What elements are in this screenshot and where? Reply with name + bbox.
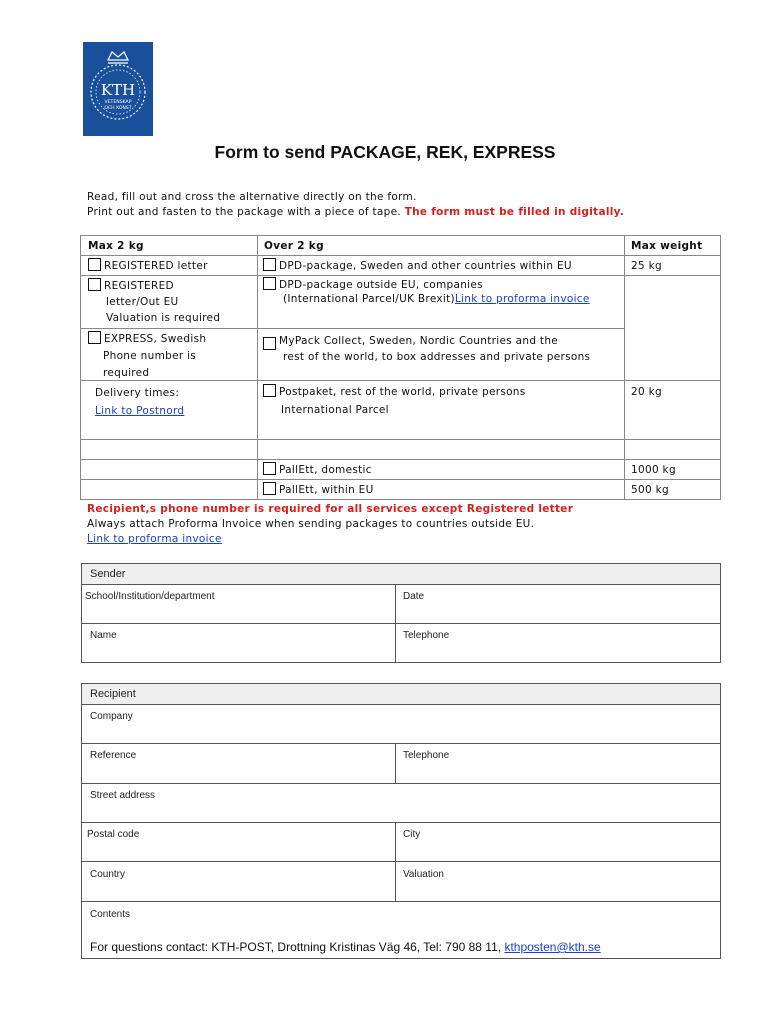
checkbox-pallett-eu[interactable] (263, 482, 276, 495)
option-pallett-domestic[interactable] (263, 462, 372, 478)
pallett-domestic-label: PallEtt, domestic (279, 464, 372, 476)
school-field[interactable]: School/Institution/department (85, 591, 215, 602)
intro-line2 (87, 205, 624, 220)
checkbox-dpd-outside-eu[interactable] (263, 277, 276, 290)
header-max-weight: Max weight (631, 240, 703, 252)
dpd-outside-eu-line1: DPD-package outside EU, companies (279, 279, 483, 291)
option-registered-letter-label: REGISTERED letter (104, 260, 208, 272)
proforma-note: Always attach Proforma Invoice when sending packages to countries outside EU. (87, 518, 535, 530)
registered-out-eu-line1: REGISTERED (104, 280, 174, 292)
page-title: Form to send PACKAGE, REK, EXPRESS (214, 142, 556, 162)
recipient-heading: Recipient (90, 688, 136, 700)
checkbox-express[interactable] (88, 331, 101, 344)
option-postpaket[interactable] (263, 384, 526, 418)
express-line3: required (103, 367, 150, 379)
header-max-2kg: Max 2 kg (88, 240, 144, 252)
sender-name-field[interactable]: Name (90, 630, 117, 641)
logo-text: KTH (100, 81, 136, 99)
checkbox-pallett-domestic[interactable] (263, 462, 276, 475)
postpaket-line1: Postpaket, rest of the world, private persons (279, 386, 526, 398)
weight-pallett-eu: 500 kg (631, 484, 669, 496)
valuation-field[interactable]: Valuation (403, 869, 444, 880)
footer-contact-text: For questions contact: KTH-POST, Drottning Kristinas Väg 46, Tel: 790 88 11, (90, 940, 505, 954)
sender-heading: Sender (90, 568, 126, 580)
postal-code-field[interactable]: Postal code (87, 829, 140, 840)
option-registered-letter[interactable] (88, 258, 208, 274)
registered-out-eu-line3: Valuation is required (106, 312, 221, 324)
delivery-times-label: Delivery times: (95, 387, 180, 399)
option-dpd-outside-eu[interactable] (263, 277, 590, 306)
intro-line2-prefix: Print out and fasten to the package with a piece of tape. (87, 206, 405, 218)
pallett-eu-label: PallEtt, within EU (279, 484, 374, 496)
mypack-line1: MyPack Collect, Sweden, Nordic Countries and the (279, 335, 559, 347)
checkbox-mypack[interactable] (263, 337, 276, 350)
option-pallett-eu[interactable] (263, 482, 374, 498)
kth-logo (83, 42, 153, 136)
dpd-sweden-label: DPD-package, Sweden and other countries within EU (279, 260, 572, 272)
company-field[interactable]: Company (90, 711, 133, 722)
notes (87, 502, 573, 547)
weight-dpd: 25 kg (631, 260, 662, 272)
dpd-outside-eu-line2: (International Parcel/UK Brexit) (283, 293, 455, 305)
option-dpd-sweden[interactable] (263, 258, 572, 274)
street-address-field[interactable]: Street address (90, 790, 156, 801)
intro-text (87, 190, 624, 220)
checkbox-registered-out-eu[interactable] (88, 278, 101, 291)
contents-field[interactable]: Contents (90, 909, 131, 920)
service-table (80, 235, 721, 500)
logo-sub2: OCH KONST (104, 106, 132, 111)
city-field[interactable]: City (403, 829, 421, 840)
registered-out-eu-line2: letter/Out EU (106, 296, 179, 308)
footer-contact (90, 940, 601, 954)
phone-required-note: Recipient,s phone number is required for all services except Registered letter (87, 503, 574, 515)
checkbox-registered-letter[interactable] (88, 258, 101, 271)
proforma-link[interactable]: Link to proforma invoice (87, 533, 222, 545)
postpaket-line2: International Parcel (281, 404, 389, 416)
checkbox-dpd-sweden[interactable] (263, 258, 276, 271)
reference-field[interactable]: Reference (90, 750, 137, 761)
postnord-link[interactable]: Link to Postnord (95, 405, 185, 417)
option-mypack-collect[interactable] (263, 334, 590, 364)
footer-email-link[interactable]: kthposten@kth.se (504, 940, 601, 954)
express-line1: EXPRESS, Swedish (104, 333, 207, 345)
recipient-telephone-field[interactable]: Telephone (403, 750, 450, 761)
intro-line2-red: The form must be filled in digitally. (404, 206, 625, 218)
mypack-line2: rest of the world, to box addresses and private persons (283, 351, 591, 363)
sender-section (81, 563, 721, 663)
date-field[interactable]: Date (403, 591, 425, 602)
express-line2: Phone number is (103, 350, 197, 362)
logo-sub1: VETENSKAP (104, 100, 132, 105)
dpd-proforma-link[interactable]: Link to proforma invoice (454, 293, 590, 305)
country-field[interactable]: Country (90, 869, 126, 880)
option-express-swedish[interactable] (88, 331, 206, 381)
sender-telephone-field[interactable]: Telephone (403, 630, 450, 641)
header-over-2kg: Over 2 kg (264, 240, 324, 252)
weight-pallett-domestic: 1000 kg (631, 464, 676, 476)
recipient-section (81, 683, 721, 959)
weight-postpaket: 20 kg (631, 386, 662, 398)
option-registered-out-eu[interactable] (88, 278, 220, 326)
intro-line1: Read, fill out and cross the alternative directly on the form. (87, 191, 417, 203)
checkbox-postpaket[interactable] (263, 384, 276, 397)
